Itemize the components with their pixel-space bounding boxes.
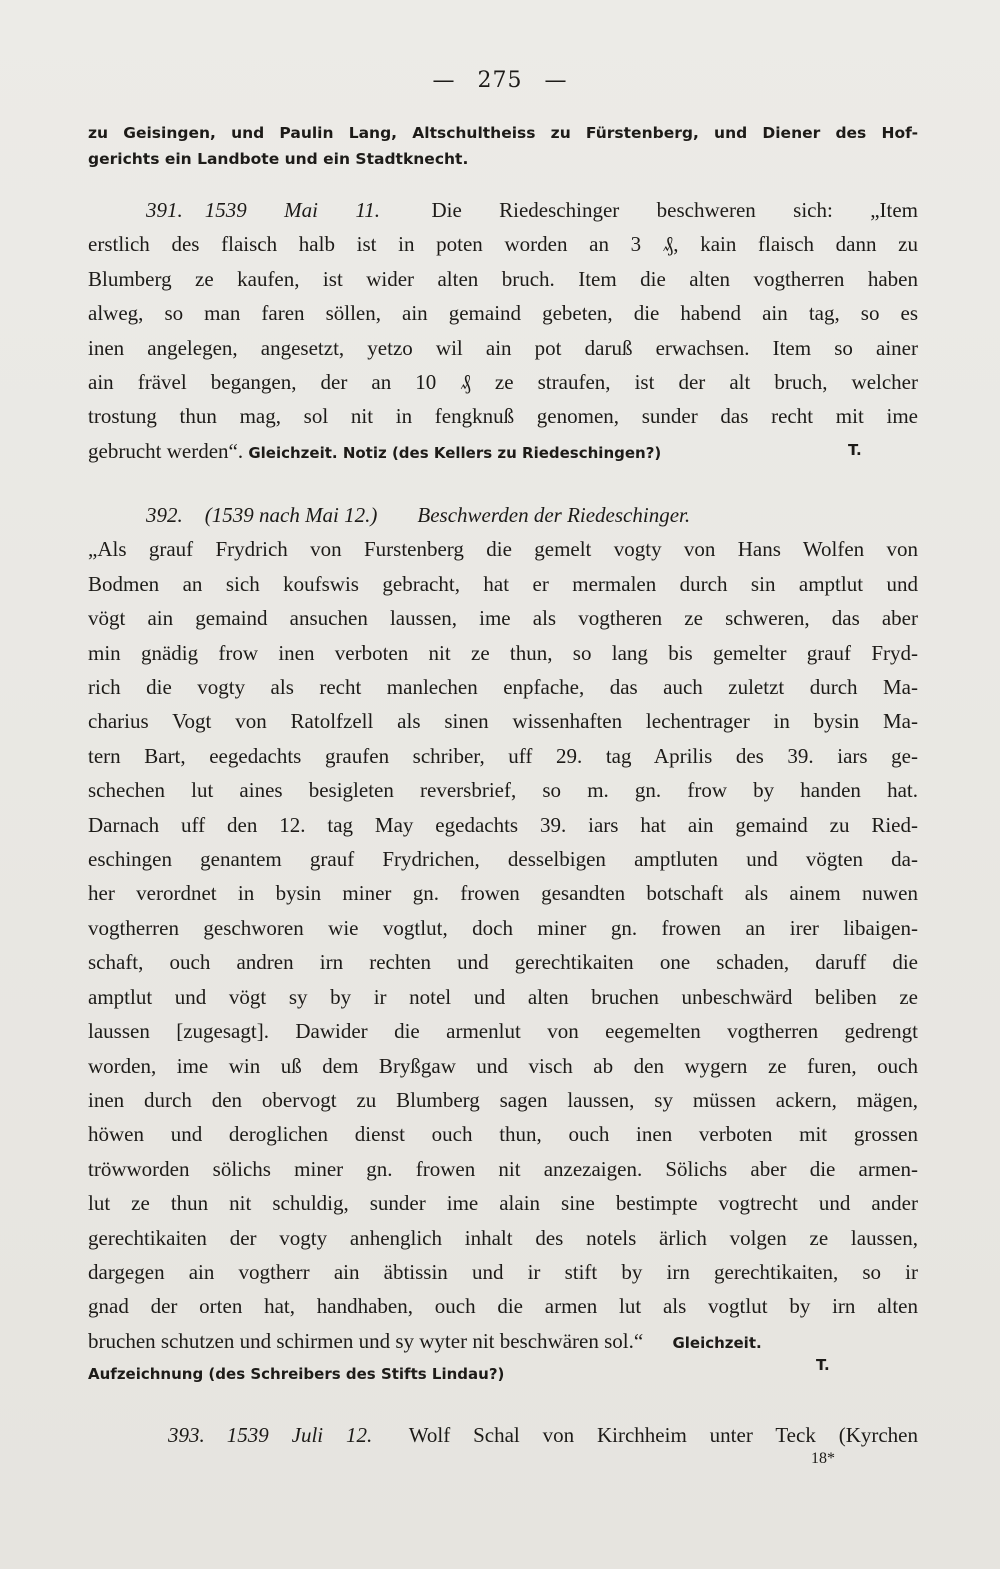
intro-line: zu Geisingen, und Paulin Lang, Altschultheiss zu Fürstenberg, und Diener des Hof-: [88, 124, 918, 142]
entry-line: gnad der orten hat, handhaben, ouch die armen lut als vogtlut by irn alten: [88, 1294, 918, 1319]
entry-text: Wolf Schal von Kirchheim unter Teck (Kyrchen: [408, 1423, 918, 1447]
entry-line: her verordnet in bysin miner gn. frowen gesandten botschaft als ainem nuwen: [88, 881, 918, 906]
entry-line: tröwworden sölichs miner gn. frowen nit anzezaigen. Sölichs aber die armen-: [88, 1156, 918, 1181]
entry-line: dargegen ain vogtherr ain äbtissin und ir stift by irn gerechtikaiten, so ir: [88, 1259, 918, 1284]
header-dash-right: —: [544, 68, 568, 93]
entry-text: Die Riedeschinger beschweren sich: „Item: [431, 198, 918, 222]
intro-line: gerichts ein Landbote und ein Stadtknecht.: [88, 150, 469, 168]
entry-line: gerechtikaiten der vogty anhenglich inhalt des notels ärlich volgen ze laussen,: [88, 1225, 918, 1250]
entry-line: rich die vogty als recht manlechen enpfache, das auch zuletzt durch Ma-: [88, 675, 918, 700]
entry-last-line: [88, 434, 918, 470]
entry-line: „Als grauf Frydrich von Furstenberg die gemelt vogty von Hans Wolfen von: [88, 537, 918, 562]
entry-number: 392.: [146, 503, 183, 527]
entry-line: höwen und deroglichen dienst ouch thun, ouch inen verboten mit grossen: [88, 1122, 918, 1147]
entry-392: [88, 498, 918, 1388]
signature-mark: 18*: [811, 1450, 835, 1467]
entry-line: tern Bart, eegedachts graufen schriber, uff 29. tag Aprilis des 39. iars ge-: [88, 743, 918, 768]
entry-line: ain frävel begangen, der an 10 ₰ ze straufen, ist der alt bruch, welcher: [88, 370, 918, 395]
entry-line: charius Vogt von Ratolfzell als sinen wissenhaften lechentrager in bysin Ma-: [88, 709, 918, 734]
page-header: [0, 68, 1000, 93]
entry-391: [88, 193, 918, 470]
source-note: Aufzeichnung (des Schreibers des Stifts Lindau?): [88, 1365, 505, 1384]
editor-initial: T.: [816, 1356, 830, 1374]
source-note: Gleichzeit. Notiz (des Kellers zu Riedeschingen?): [248, 443, 662, 462]
entry-line: schechen lut aines besigleten reversbrief, so m. gn. frow by handen hat.: [88, 778, 918, 803]
header-dash-left: —: [432, 68, 456, 93]
entry-line: laussen [zugesagt]. Dawider die armenlut von eegemelten vogtherren gedrengt: [88, 1019, 918, 1044]
entry-text: gebrucht werden“.: [88, 438, 244, 463]
entry-line: Bodmen an sich koufswis gebracht, hat er mermalen durch sin amptlut und: [88, 571, 918, 596]
entry-line: erstlich des flaisch halb ist in poten worden an 3 ₰, kain flaisch dann zu: [88, 232, 918, 257]
entry-line: schaft, ouch andren irn rechten und gerechtikaiten one schaden, daruff die: [88, 950, 918, 975]
entry-line: eschingen genantem grauf Frydrichen, desselbigen amptluten und vögten da-: [88, 847, 918, 872]
entry-line: vögt ain gemaind ansuchen laussen, ime als vogtheren ze schweren, das aber: [88, 606, 918, 631]
entry-393-first-line: [88, 1418, 918, 1452]
entry-line: inen durch den obervogt zu Blumberg sagen laussen, sy müssen ackern, mägen,: [88, 1087, 918, 1112]
entry-line: vogtherren geschworen wie vogtlut, doch miner gn. frowen an irer libaigen-: [88, 915, 918, 940]
source-note: Gleichzeit.: [672, 1333, 762, 1352]
entry-line: lut ze thun nit schuldig, sunder ime alain sine bestimpte vogtrecht und ander: [88, 1191, 918, 1216]
entry-text: bruchen schutzen und schirmen und sy wyter nit beschwären sol.“: [88, 1328, 644, 1353]
entry-line: alweg, so man faren söllen, ain gemaind gebeten, die habend ain tag, so es: [88, 301, 918, 326]
entry-date: (1539 nach Mai 12.): [204, 503, 378, 527]
entry-391-first-line: [88, 193, 918, 227]
entry-line: amptlut und vögt sy by ir notel und alten bruchen unbeschwärd beliben ze: [88, 984, 918, 1009]
editor-initial: T.: [848, 441, 862, 459]
entry-line: worden, ime win uß dem Bryßgaw und visch ab den wygern ze furen, ouch: [88, 1053, 918, 1078]
intro-paragraph: [88, 120, 918, 172]
page-number: 275: [477, 68, 523, 93]
entry-number: 391.: [146, 198, 183, 222]
entry-title: Beschwerden der Riedeschinger.: [417, 503, 691, 527]
entry-392-heading: [88, 498, 918, 532]
entry-line: trostung thun mag, sol nit in fengknuß genomen, sunder das recht mit ime: [88, 404, 918, 429]
entry-line: inen angelegen, angesetzt, yetzo wil ain pot daruß erwachsen. Item so ainer: [88, 335, 918, 360]
entry-line: Darnach uff den 12. tag May egedachts 39. iars hat ain gemaind zu Ried-: [88, 812, 918, 837]
entry-date: 1539 Juli 12.: [226, 1423, 373, 1447]
entry-date: 1539 Mai 11.: [204, 198, 381, 222]
entry-393: [88, 1418, 918, 1452]
entry-line: min gnädig frow inen verboten nit ze thun, so lang bis gemelter grauf Fryd-: [88, 640, 918, 665]
entry-line: Blumberg ze kaufen, ist wider alten bruch. Item die alten vogtherren haben: [88, 266, 918, 291]
entry-last-line: [88, 1324, 918, 1360]
entry-number: 393.: [168, 1423, 205, 1447]
